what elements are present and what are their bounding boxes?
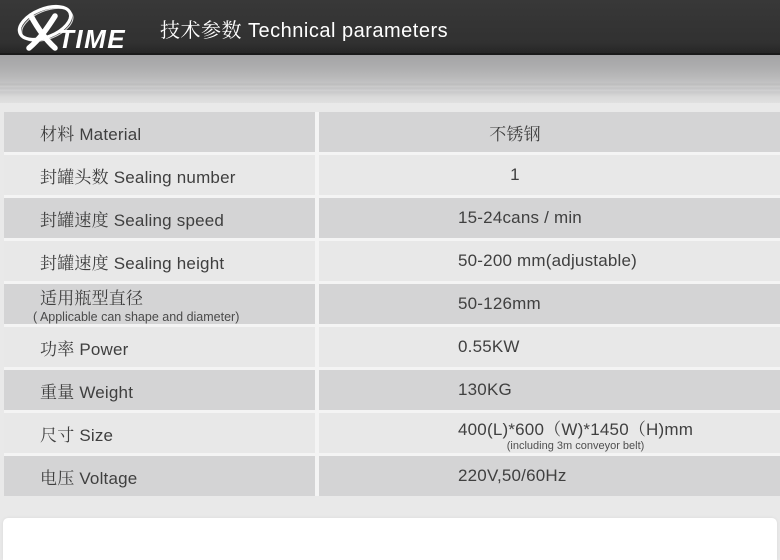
xtime-logo-svg — [14, 1, 136, 53]
table-row — [4, 456, 780, 496]
parameter-name-cell — [4, 198, 315, 238]
logo-time-text: TIME — [58, 23, 127, 53]
row-label: 封罐速度 Sealing height — [40, 253, 225, 273]
row-value: 15-24cans / min — [458, 208, 582, 227]
parameter-value-cell — [319, 370, 780, 410]
row-value: 不锈钢 — [489, 124, 541, 144]
bottom-card — [3, 518, 777, 560]
spec-table — [4, 112, 780, 496]
logo-x-glyph — [29, 16, 55, 48]
table-row — [4, 112, 780, 152]
parameter-value-cell — [319, 155, 780, 195]
parameter-name-cell — [4, 370, 315, 410]
parameter-name-cell — [4, 284, 315, 324]
row-value: 50-126mm — [458, 294, 541, 313]
row-value-sub: (including 3m conveyor belt) — [506, 439, 645, 452]
table-row — [4, 327, 780, 367]
table-row — [4, 370, 780, 410]
parameter-value-cell — [319, 456, 780, 496]
parameter-name-cell — [4, 155, 315, 195]
row-value: 50-200 mm(adjustable) — [458, 251, 638, 270]
row-label-sub: ( Applicable can shape and diameter) — [33, 310, 240, 324]
row-value: 0.55KW — [458, 337, 520, 356]
parameter-name-cell — [4, 241, 315, 281]
row-label: 重量 Weight — [40, 382, 134, 402]
parameter-value-cell — [319, 284, 780, 324]
table-row — [4, 241, 780, 281]
row-label: 电压 Voltage — [40, 468, 138, 488]
xtime-logo-icon — [14, 1, 136, 53]
parameter-name-cell — [4, 112, 315, 152]
row-label: 尺寸 Size — [40, 425, 114, 445]
parameter-name-cell — [4, 413, 315, 453]
row-label: 封罐速度 Sealing speed — [40, 210, 225, 230]
row-label: 封罐头数 Sealing number — [40, 167, 236, 187]
row-value: 400(L)*600（W)*1450（H)mm — [458, 419, 694, 439]
header-bar — [0, 0, 780, 55]
parameter-name-cell — [4, 456, 315, 496]
parameter-name-cell — [4, 327, 315, 367]
metal-gradient-band — [0, 55, 780, 103]
page-title: 技术参数 Technical parameters — [160, 20, 449, 42]
row-value: 220V,50/60Hz — [458, 466, 567, 485]
parameter-value-cell — [319, 112, 780, 152]
row-value: 130KG — [458, 380, 512, 399]
row-label: 材料 Material — [40, 124, 142, 144]
table-row — [4, 155, 780, 195]
parameter-value-cell — [319, 327, 780, 367]
row-label: 功率 Power — [40, 339, 129, 359]
parameter-value-cell — [319, 241, 780, 281]
parameter-value-cell — [319, 198, 780, 238]
parameter-value-cell — [319, 413, 780, 453]
table-row — [4, 413, 780, 453]
row-value: 1 — [510, 165, 520, 184]
table-row — [4, 284, 780, 324]
row-label: 适用瓶型直径 — [40, 289, 144, 308]
table-row — [4, 198, 780, 238]
